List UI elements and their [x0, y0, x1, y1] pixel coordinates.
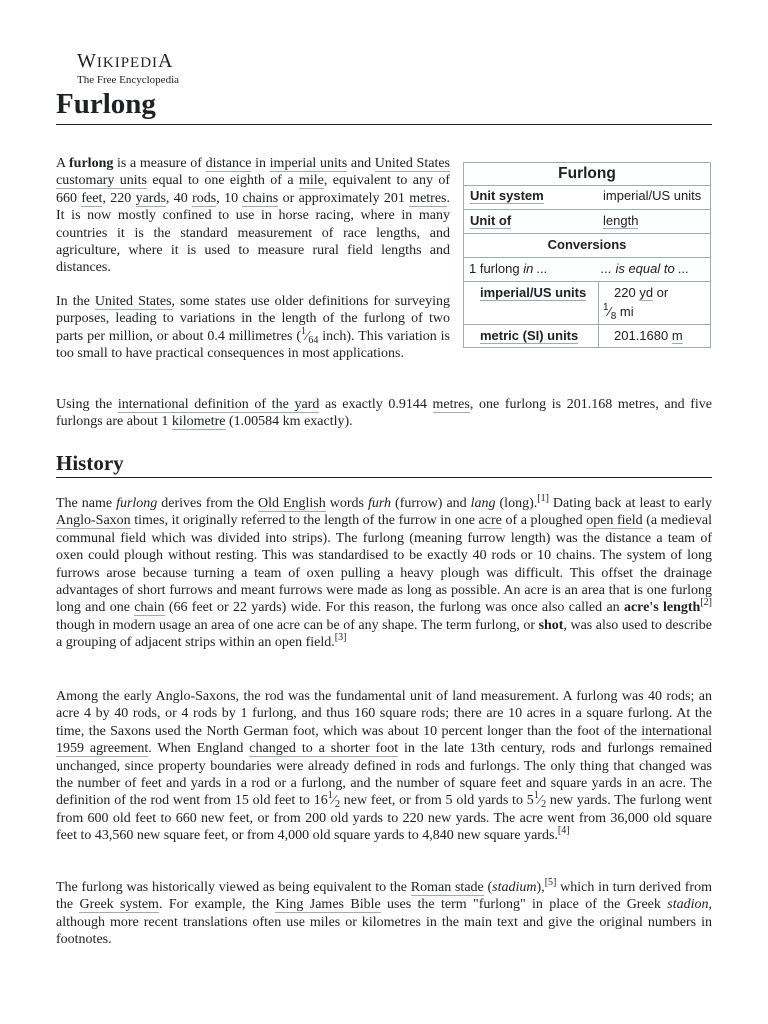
- link-king-james-bible[interactable]: King James Bible: [275, 897, 381, 913]
- link-roman-stade[interactable]: Roman stade: [410, 880, 484, 895]
- intro-paragraph-3: Using the international definition of the yard as exactly 0.9144 metres, one furlong is 201.168 metres, and five furlongs are about 1 kilometre (1.00584 km exactly).: [56, 397, 713, 430]
- fraction-1-64: $^1⁄_{64}$: [301, 325, 319, 346]
- link-yards[interactable]: yards: [135, 190, 166, 206]
- history-paragraph-1: The name furlong derives from the Old English words furh (furrow) and lang (long).[1] Dating back at least to early Anglo-Saxon times, it originally referred to the length of the furrow in one acre of a ploughed open field (a medieval communal field which was divided into strips). The furlong (meaning furrow length) was the distance a team of oxen could plough without resting. This was standardised to be exactly 40 rods or 10 chains. The system of long furrows arose because turning a team of oxen pulling a heavy plough was difficult. This offset the drainage advantages of short furrows and meant furrows were made as long as possible. An acre is an area that is one furlong long and one chain (66 feet or 22 yards) wide. For this reason, the furlong was once also called an acre's length[2] though in modern usage an area of one acre can be of any shape. The term furlong, or shot, was also used to describe a grouping of adjacent strips within an open field.[3]: [56, 493, 712, 651]
- link-chain[interactable]: chain: [134, 600, 165, 616]
- link-greek-system[interactable]: Greek system: [79, 897, 159, 913]
- link-length[interactable]: length: [603, 213, 639, 228]
- infobox-conversions-header: Conversions: [547, 237, 627, 252]
- reference-4[interactable]: [4]: [557, 825, 570, 837]
- link-united-states[interactable]: United States: [94, 294, 172, 309]
- link-unit-system[interactable]: Unit system: [470, 188, 544, 203]
- fraction-one-half-2: $^1⁄_2$: [533, 790, 547, 811]
- reference-1[interactable]: [1]: [537, 493, 549, 504]
- link-us-customary-units[interactable]: United States customary units: [56, 156, 450, 189]
- wikipedia-logo[interactable]: [77, 51, 217, 87]
- link-acre[interactable]: acre: [478, 513, 502, 529]
- reference-3[interactable]: [3]: [334, 632, 347, 644]
- link-open-field[interactable]: open field: [586, 513, 643, 529]
- link-imperial-us-units[interactable]: imperial/US units: [480, 285, 587, 300]
- reference-2[interactable]: [2]: [700, 597, 712, 609]
- link-imperial-units[interactable]: imperial units: [269, 156, 348, 171]
- history-paragraph-3: The furlong was historically viewed as being equivalent to the Roman stade (stadium),[5] which in turn derived from the Greek system. For example, the King James Bible uses the term "furlong" in place of the Greek stadion, although more recent translations often use miles or kilometres in the main text and give the original numbers in footnotes.: [56, 877, 713, 948]
- link-kilometre[interactable]: kilometre: [171, 414, 226, 430]
- intro-paragraph-1: A furlong is a measure of distance in imperial units and United States customary units equal to one eighth of a mile, equivalent to any of 660 feet, 220 yards, 40 rods, 10 chains or approximately 201 metres. It is now mostly confined to use in horse racing, where in many countries it is the standard measurement of race lengths, and agriculture, where it is used to measure rural field lengths and distances.: [56, 156, 451, 276]
- fraction-one-half: $^1⁄_2$: [327, 790, 341, 811]
- link-metric-si-units[interactable]: metric (SI) units: [480, 328, 579, 343]
- reference-5[interactable]: [5]: [544, 877, 557, 888]
- link-yd[interactable]: yd: [639, 285, 654, 300]
- link-international-yard[interactable]: international definition of the yard: [117, 397, 320, 412]
- infobox: Furlong Unit system imperial/US units Unit of length Conversions 1 furlong in ... ... is equal to ... imperial/US units 220 yd or $^1⁄_8$ mi metric (SI) units 201.1680 m: [463, 162, 711, 348]
- wikipedia-tagline: The Free Encyclopedia: [77, 74, 180, 86]
- link-feet[interactable]: feet: [81, 190, 103, 206]
- link-rods[interactable]: rods: [192, 190, 217, 206]
- link-international-1959-agreement[interactable]: international 1959 agreement: [56, 723, 712, 757]
- intro-paragraph-2: In the United States, some states use older definitions for surveying purposes, leading to variations in the length of the furlong of two parts per million, or about 0.4 millimetres ($^1⁄_{64}$ inch). This variation is too small to have practical consequences in most applications.: [56, 294, 451, 362]
- link-metres[interactable]: metres: [409, 190, 447, 206]
- link-shorter-foot[interactable]: changed to a shorter foot: [249, 741, 399, 757]
- history-heading: History: [56, 449, 712, 478]
- link-m[interactable]: m: [671, 328, 683, 343]
- link-anglo-saxon[interactable]: Anglo-Saxon: [56, 513, 131, 529]
- wikipedia-wordmark: WIKIPEDIA: [77, 50, 174, 72]
- history-paragraph-2: Among the early Anglo-Saxons, the rod was the fundamental unit of land measurement. A furlong was 40 rods; an acre 4 by 40 rods, or 4 rods by 1 furlong, and thus 160 square rods; there are 10 acres in a square furlong. At the time, the Saxons used the North German foot, which was about 10 percent longer than the foot of the international 1959 agreement. When England changed to a shorter foot in the late 13th century, rods and furlongs remained unchanged, since property boundaries were already defined in rods and furlongs. The only thing that changed was the number of feet and yards in a rod or a furlong, and the number of square feet and square yards in an acre. The definition of the rod went from 15 old feet to $16^1⁄_2$ new feet, or from 5 old yards to $5^1⁄_2$ new yards. The furlong went from 600 old feet to 660 new feet, or from 200 old yards to 220 new yards. The acre went from 36,000 old square feet to 43,560 new square feet, or from 4,000 old square yards to 4,840 new square yards.[4]: [56, 689, 712, 844]
- infobox-title: Furlong: [558, 165, 616, 182]
- link-old-english[interactable]: Old English: [257, 496, 326, 511]
- link-distance[interactable]: distance: [205, 156, 252, 171]
- link-mile[interactable]: mile: [298, 173, 324, 189]
- link-unit-of[interactable]: Unit of: [470, 213, 512, 228]
- link-chains[interactable]: chains: [242, 190, 279, 206]
- page-title: Furlong: [56, 84, 712, 125]
- link-metres-2[interactable]: metres: [432, 397, 470, 412]
